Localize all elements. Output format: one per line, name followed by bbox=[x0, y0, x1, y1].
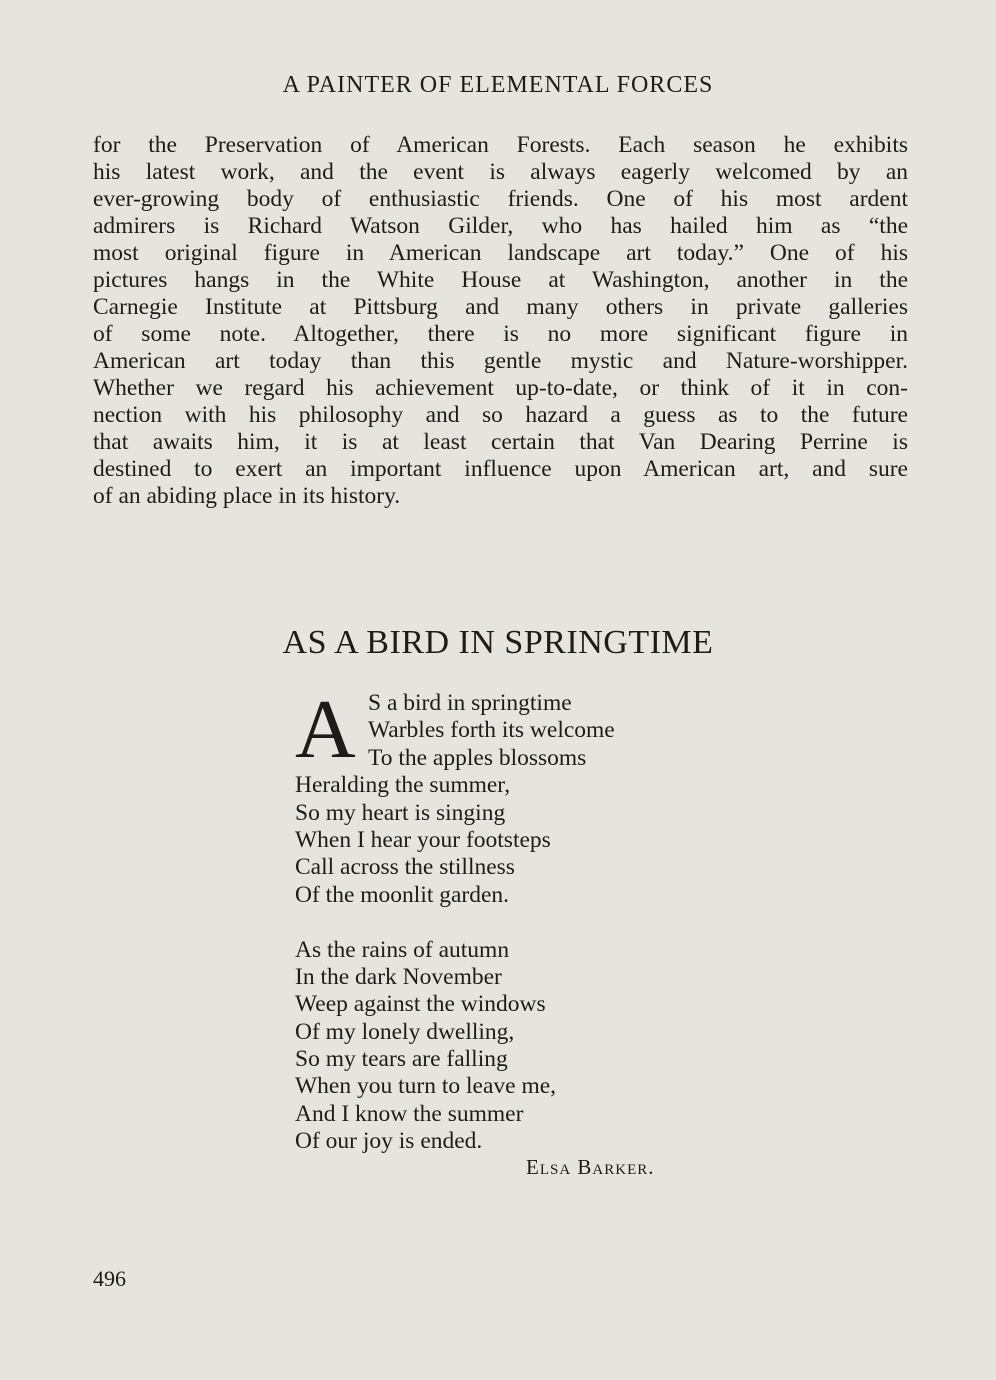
poem-line: Warbles forth its welcome bbox=[368, 717, 615, 744]
stanza-break bbox=[295, 909, 735, 936]
poem-line: When I hear your footsteps bbox=[295, 826, 551, 853]
prose-line: Whether we regard his achievement up-to-date, or think of it in con- bbox=[93, 375, 908, 401]
page-number: 496 bbox=[93, 1266, 126, 1291]
poem-line: Call across the stillness bbox=[295, 854, 515, 881]
poem-line: Weep against the windows bbox=[295, 991, 546, 1018]
poem-line: And I know the summer bbox=[295, 1100, 524, 1127]
poem-line: S a bird in springtime bbox=[368, 690, 572, 716]
running-head: A PAINTER OF ELEMENTAL FORCES bbox=[282, 72, 714, 98]
prose-line: American art today than this gentle mystic and Nature-worshipper. bbox=[93, 348, 908, 374]
poem bbox=[295, 683, 735, 1156]
poem-title: AS A BIRD IN SPRINGTIME bbox=[282, 624, 714, 661]
poem-line: So my tears are falling bbox=[295, 1046, 508, 1073]
prose-line: nection with his philosophy and so hazard a guess as to the future bbox=[93, 402, 908, 428]
prose-line: pictures hangs in the White House at Washington, another in the bbox=[93, 267, 908, 293]
prose-line: destined to exert an important influence upon American art, and sure bbox=[93, 456, 908, 482]
prose-line: Carnegie Institute at Pittsburg and many others in private galleries bbox=[93, 294, 908, 320]
stanza-1 bbox=[295, 683, 735, 909]
poem-line: Of the moonlit garden. bbox=[295, 881, 510, 908]
poem-line: Of our joy is ended. bbox=[295, 1128, 483, 1155]
article-text bbox=[93, 132, 908, 510]
drop-cap: A bbox=[295, 683, 356, 776]
poem-line: When you turn to leave me, bbox=[295, 1073, 557, 1100]
prose-line: most original figure in American landscape art today.” One of his bbox=[93, 240, 908, 266]
poem-line: As the rains of autumn bbox=[295, 936, 510, 963]
prose-line: ever-growing body of enthusiastic friends. One of his most ardent bbox=[93, 186, 908, 212]
prose-line: that awaits him, it is at least certain that Van Dearing Perrine is bbox=[93, 429, 908, 455]
poem-line: Of my lonely dwelling, bbox=[295, 1018, 515, 1045]
poem-line: Heralding the summer, bbox=[295, 772, 511, 799]
poem-line: In the dark November bbox=[295, 963, 502, 990]
prose-line: of some note. Altogether, there is no more significant figure in bbox=[93, 321, 908, 347]
poem-line: To the apples blossoms bbox=[368, 744, 587, 771]
poem-author: Elsa Barker. bbox=[526, 1155, 655, 1179]
prose-line: for the Preservation of American Forests. Each season he exhibits bbox=[93, 132, 908, 158]
prose-line: his latest work, and the event is always eagerly welcomed by an bbox=[93, 159, 908, 185]
prose-line: of an abiding place in its history. bbox=[93, 483, 401, 509]
prose-line: admirers is Richard Watson Gilder, who has hailed him as “the bbox=[93, 213, 908, 239]
stanza-2 bbox=[295, 937, 735, 1156]
poem-line: So my heart is singing bbox=[295, 799, 506, 826]
